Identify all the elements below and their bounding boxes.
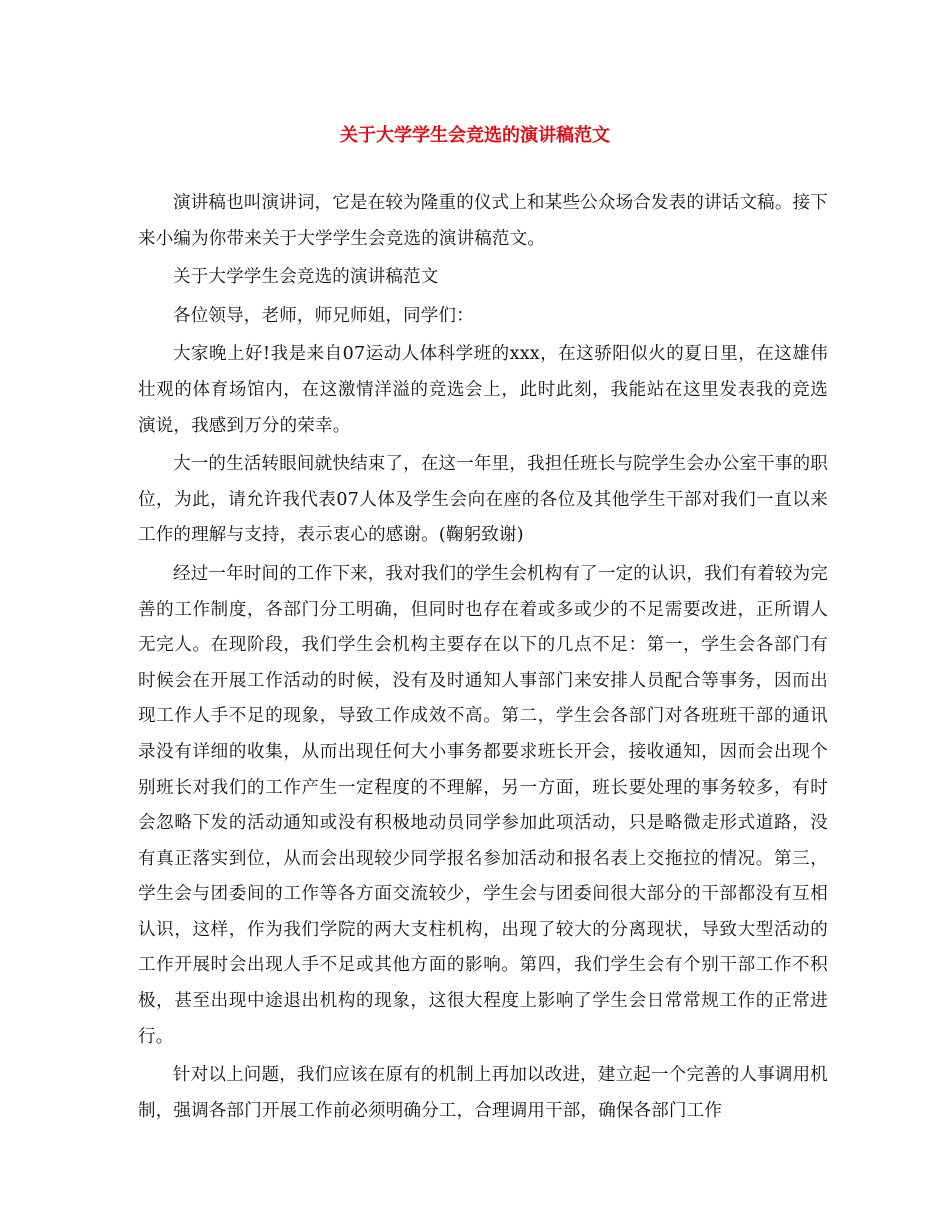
- problems-paragraph: 经过一年时间的工作下来，我对我们的学生会机构有了一定的认识，我们有着较为完善的工作制度，各部门分工明确，但同时也存在着或多或少的不足需要改进，正所谓人无完人。在现阶段，我们学生会机构主要存在以下的几点不足：第一，学生会各部门有时候会在开展工作活动的时候，没有及时通知人事部门来安排人员配合等事务，因而出现工作人手不足的现象，导致工作成效不高。第二，学生会各部门对各班班干部的通讯录没有详细的收集，从而出现任何大小事务都要求班长开会，接收通知，因而会出现个别班长对我们的工作产生一定程度的不理解，另一方面，班长要处理的事务较多，有时会忽略下发的活动通知或没有积极地动员同学参加此项活动，只是略微走形式道路，没有真正落实到位，从而会出现较少同学报名参加活动和报名表上交拖拉的情况。第三，学生会与团委间的工作等各方面交流较少，学生会与团委间很大部分的干部都没有互相认识，这样，作为我们学院的两大支柱机构，出现了较大的分离现状，导致大型活动的工作开展时会出现人手不足或其他方面的影响。第四，我们学生会有个别干部工作不积极，甚至出现中途退出机构的现象，这很大程度上影响了学生会日常常规工作的正常进行。: [138, 563, 828, 1047]
- intro-paragraph: 演讲稿也叫演讲词，它是在较为隆重的仪式上和某些公众场合发表的讲话文稿。接下来小编为你带来关于大学学生会竞选的演讲稿范文。: [138, 193, 828, 249]
- document-title: 关于大学学生会竞选的演讲稿范文: [340, 125, 610, 146]
- thanks-paragraph: 大一的生活转眼间就快结束了，在这一年里，我担任班长与院学生会办公室干事的职位，为此，请允许我代表07人体及学生会向在座的各位及其他学生干部对我们一直以来工作的理解与支持，表示衷心的感谢。(鞠躬致谢): [138, 454, 828, 546]
- salutation-paragraph: 各位领导，老师，师兄师姐，同学们：: [173, 305, 474, 326]
- document-body: [138, 186, 828, 1132]
- greeting-paragraph: 大家晚上好!我是来自07运动人体科学班的xxx，在这骄阳似火的夏日里，在这雄伟壮观的体育场馆内，在这激情洋溢的竞选会上，此时此刻，我能站在这里发表我的竞选演说，我感到万分的荣幸。: [138, 344, 828, 436]
- solutions-paragraph: 针对以上问题，我们应该在原有的机制上再加以改进，建立起一个完善的人事调用机制，强调各部门开展工作前必须明确分工，合理调用干部，确保各部门工作: [138, 1065, 828, 1121]
- subtitle-paragraph: 关于大学学生会竞选的演讲稿范文: [173, 267, 439, 288]
